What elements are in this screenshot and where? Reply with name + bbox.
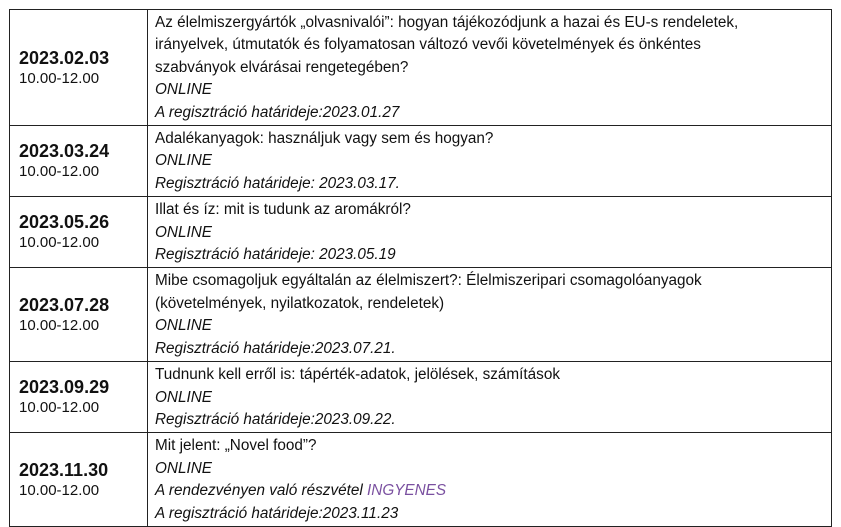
event-fee-prefix: A rendezvényen való részvétel: [155, 482, 368, 500]
event-schedule-table: [9, 9, 832, 527]
event-title-line: irányelvek, útmutatók és folyamatosan változó vevői követelmények és önkéntes: [155, 36, 701, 54]
event-row: [10, 362, 832, 433]
event-registration-deadline: A regisztráció határideje:2023.11.23: [155, 504, 399, 522]
event-title-line: Illat és íz: mit is tudunk az aromákról?: [155, 201, 411, 219]
event-date-cell: [10, 126, 148, 197]
event-date: 2023.11.30: [19, 459, 109, 480]
event-mode: ONLINE: [155, 459, 212, 477]
event-registration-deadline: Regisztráció határideje:2023.09.22.: [155, 410, 396, 428]
event-description-cell: [148, 433, 832, 527]
event-date-cell: [10, 433, 148, 527]
event-registration-deadline: Regisztráció határideje: 2023.03.17.: [155, 174, 400, 192]
event-date-cell: [10, 10, 148, 126]
event-date-cell: [10, 197, 148, 268]
event-registration-deadline: Regisztráció határideje: 2023.05.19: [155, 246, 396, 264]
event-date: 2023.02.03: [19, 47, 110, 68]
event-date: 2023.05.26: [19, 212, 110, 233]
event-title-line: Mibe csomagoljuk egyáltalán az élelmiszert?: Élelmiszeripari csomagolóanyagok: [155, 272, 702, 290]
event-date-cell: [10, 362, 148, 433]
event-title-line: Tudnunk kell erről is: tápérték-adatok, jelölések, számítások: [155, 366, 560, 384]
event-time: 10.00-12.00: [19, 234, 100, 252]
event-title-line: Adalékanyagok: használjuk vagy sem és hogyan?: [155, 130, 494, 148]
event-time: 10.00-12.00: [19, 481, 100, 499]
event-registration-deadline: Regisztráció határideje:2023.07.21.: [155, 339, 396, 357]
event-time: 10.00-12.00: [19, 399, 100, 417]
event-time: 10.00-12.00: [19, 163, 100, 181]
event-row: [10, 268, 832, 362]
event-mode: ONLINE: [155, 81, 212, 99]
event-date-cell: [10, 268, 148, 362]
event-mode: ONLINE: [155, 317, 212, 335]
event-title-line: szabványok elvárásai rengetegében?: [155, 58, 409, 76]
event-description-cell: [148, 362, 832, 433]
event-date: 2023.03.24: [19, 141, 110, 162]
event-title-line: (követelmények, nyilatkozatok, rendeletek): [155, 294, 445, 312]
event-date: 2023.07.28: [19, 294, 110, 315]
event-date: 2023.09.29: [19, 377, 110, 398]
event-row: [10, 433, 832, 527]
event-description-cell: [148, 126, 832, 197]
event-time: 10.00-12.00: [19, 69, 100, 87]
event-row: [10, 126, 832, 197]
event-time: 10.00-12.00: [19, 316, 100, 334]
event-row: [10, 10, 832, 126]
event-mode: ONLINE: [155, 388, 212, 406]
event-description-cell: [148, 268, 832, 362]
event-description-cell: [148, 197, 832, 268]
event-row: [10, 197, 832, 268]
event-fee-highlight: INGYENES: [367, 482, 447, 500]
event-participation-note: [155, 480, 825, 502]
event-description-cell: [148, 10, 832, 126]
event-mode: ONLINE: [155, 223, 212, 241]
event-title-line: Mit jelent: „Novel food”?: [155, 437, 317, 455]
event-mode: ONLINE: [155, 152, 212, 170]
event-registration-deadline: A regisztráció határideje:2023.01.27: [155, 103, 400, 121]
event-title-line: Az élelmiszergyártók „olvasnivalói”: hogyan tájékozódjunk a hazai és EU-s rendeletek,: [155, 14, 739, 31]
